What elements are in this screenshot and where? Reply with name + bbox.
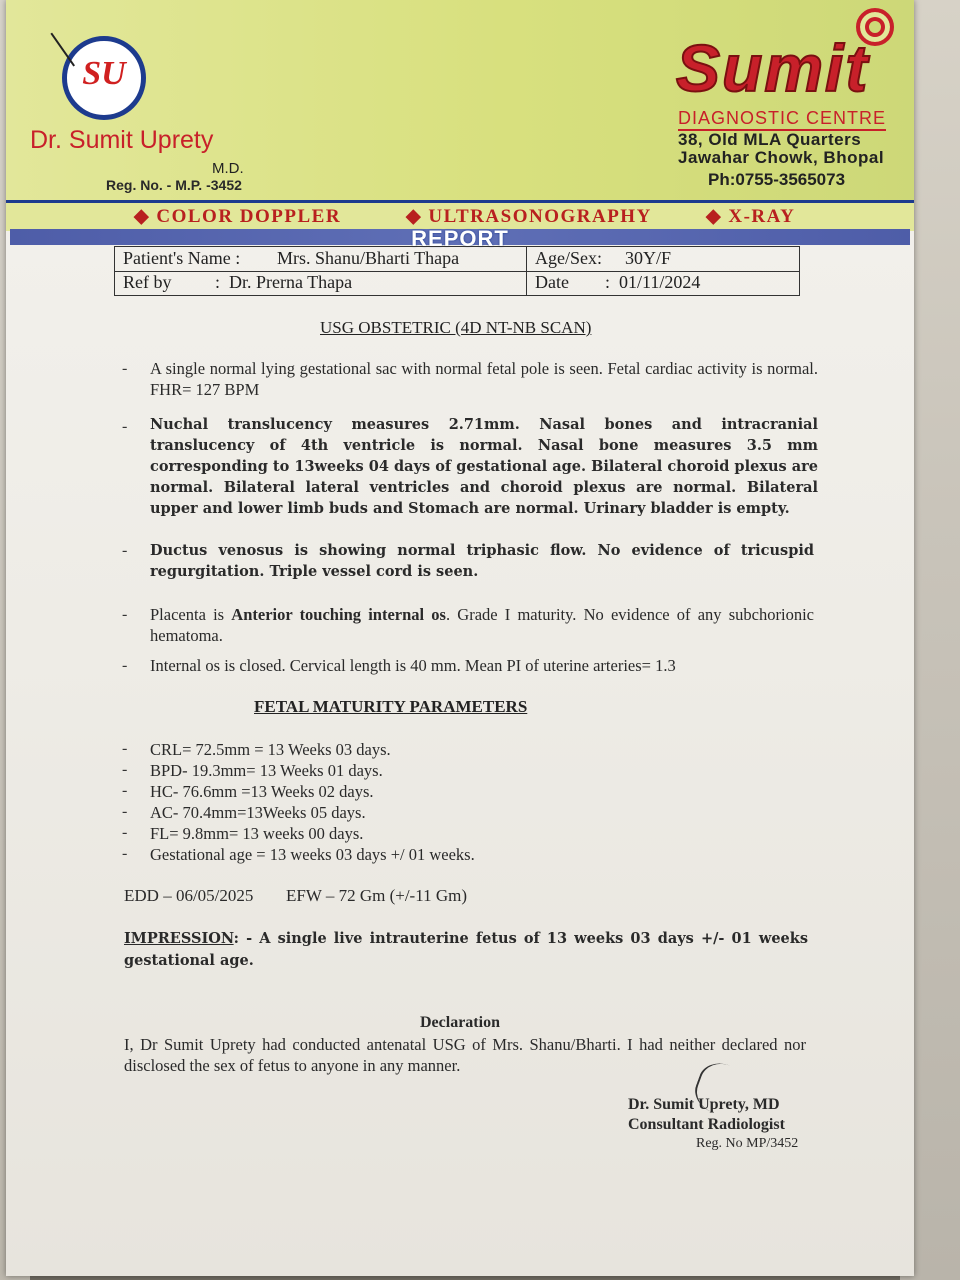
age-sex-label: Age/Sex: <box>535 248 602 268</box>
finding-5: Internal os is closed. Cervical length is 40 mm. Mean PI of uterine arteries= 1.3 <box>150 656 676 675</box>
service-ultrasonography: ◆ ULTRASONOGRAPHY <box>406 206 652 227</box>
patient-info-table <box>114 246 800 296</box>
logo-text: SU <box>82 55 126 92</box>
bullet-dash: - <box>122 803 128 820</box>
letterhead <box>6 0 914 200</box>
parameter-gestational-age: Gestational age = 13 weeks 03 days +/ 01 weeks. <box>150 845 475 864</box>
patient-row <box>115 247 799 272</box>
signatory-title: Consultant Radiologist <box>628 1116 785 1133</box>
bullet-dash: - <box>122 657 128 674</box>
doctor-registration: Reg. No. - M.P. -3452 <box>106 177 242 193</box>
report-date: : 01/11/2024 <box>605 272 701 292</box>
bullet-dash: - <box>122 418 128 435</box>
bullet-dash: - <box>122 740 128 757</box>
placenta-text-a: Placenta is <box>150 605 232 624</box>
signatory-reg: Reg. No MP/3452 <box>696 1136 799 1151</box>
signatory-name: Dr. Sumit Uprety, MD <box>628 1096 780 1113</box>
ref-label: Ref by <box>123 272 172 292</box>
parameter-ac: AC- 70.4mm=13Weeks 05 days. <box>150 803 366 822</box>
report-title: REPORT <box>411 226 509 251</box>
bullet-dash: - <box>122 845 128 862</box>
parameter-fl: FL= 9.8mm= 13 weeks 00 days. <box>150 824 364 843</box>
bullet-dash: - <box>122 606 128 623</box>
bullet-dash: - <box>122 782 128 799</box>
declaration-title: Declaration <box>420 1014 500 1031</box>
bullet-dash: - <box>122 360 128 377</box>
efw: EFW – 72 Gm (+/-11 Gm) <box>286 886 467 905</box>
clinic-logo <box>62 36 146 120</box>
patient-name: Mrs. Shanu/Bharti Thapa <box>277 248 460 268</box>
report-document <box>6 0 914 1276</box>
date-label: Date <box>535 272 569 292</box>
finding-2: Nuchal translucency measures 2.71mm. Nasal bones and intracranial translucency of 4th ventricle is normal. Nasal bone measures 3.5 mm corresponding to 13weeks 04 days of gestational age. Bilateral choroid plexus are normal. Bilateral lateral ventricles and choroid plexus are normal. Bilateral upper and lower limb buds and Stomach are normal. Urinary bladder is empty. <box>150 416 818 517</box>
parameter-crl: CRL= 72.5mm = 13 Weeks 03 days. <box>150 740 391 759</box>
address-line-2: Jawahar Chowk, Bhopal <box>678 148 885 167</box>
impression-label: IMPRESSION <box>124 930 234 947</box>
placenta-text-c: . Grade I maturity. No evidence of any subchorionic hematoma. <box>150 605 814 645</box>
declaration-text: I, Dr Sumit Uprety had conducted antenatal USG of Mrs. Shanu/Bharti. I had neither declared nor disclosed the sex of fetus to anyone in any manner. <box>124 1035 806 1075</box>
brand-name: Sumit <box>676 31 870 105</box>
doctor-name: Dr. Sumit Uprety <box>30 126 214 154</box>
age-sex: 30Y/F <box>625 248 672 268</box>
finding-4 <box>150 604 814 646</box>
scan-title: USG OBSTETRIC (4D NT-NB SCAN) <box>320 318 592 337</box>
impression-text: : - A single live intrauterine fetus of 13 weeks 03 days +/- 01 weeks gestational age. <box>124 930 808 969</box>
centre-name: DIAGNOSTIC CENTRE <box>678 108 886 131</box>
placenta-position: Anterior touching internal os <box>231 605 446 624</box>
address-line-1: 38, Old MLA Quarters <box>678 130 862 149</box>
ref-row <box>115 271 799 295</box>
bullet-dash: - <box>122 824 128 841</box>
phone-number: Ph:0755-3565073 <box>708 170 846 189</box>
finding-1: A single normal lying gestational sac with normal fetal pole is seen. Fetal cardiac activity is normal. FHR= 127 BPM <box>150 359 818 399</box>
edd: EDD – 06/05/2025 <box>124 886 254 905</box>
parameter-bpd: BPD- 19.3mm= 13 Weeks 01 days. <box>150 761 383 780</box>
impression <box>124 928 808 972</box>
finding-3: Ductus venosus is showing normal triphasic flow. No evidence of tricuspid regurgitation. Triple vessel cord is seen. <box>150 542 814 580</box>
doctor-degree: M.D. <box>212 160 244 177</box>
fetal-maturity-title: FETAL MATURITY PARAMETERS <box>254 697 528 716</box>
bullet-dash: - <box>122 542 128 559</box>
patient-name-label: Patient's Name : <box>123 248 241 268</box>
service-xray: ◆ X-RAY <box>706 206 796 227</box>
bullet-dash: - <box>122 761 128 778</box>
parameter-hc: HC- 76.6mm =13 Weeks 02 days. <box>150 782 374 801</box>
ref-doctor: : Dr. Prerna Thapa <box>215 272 353 292</box>
service-color-doppler: ◆ COLOR DOPPLER <box>134 206 342 227</box>
